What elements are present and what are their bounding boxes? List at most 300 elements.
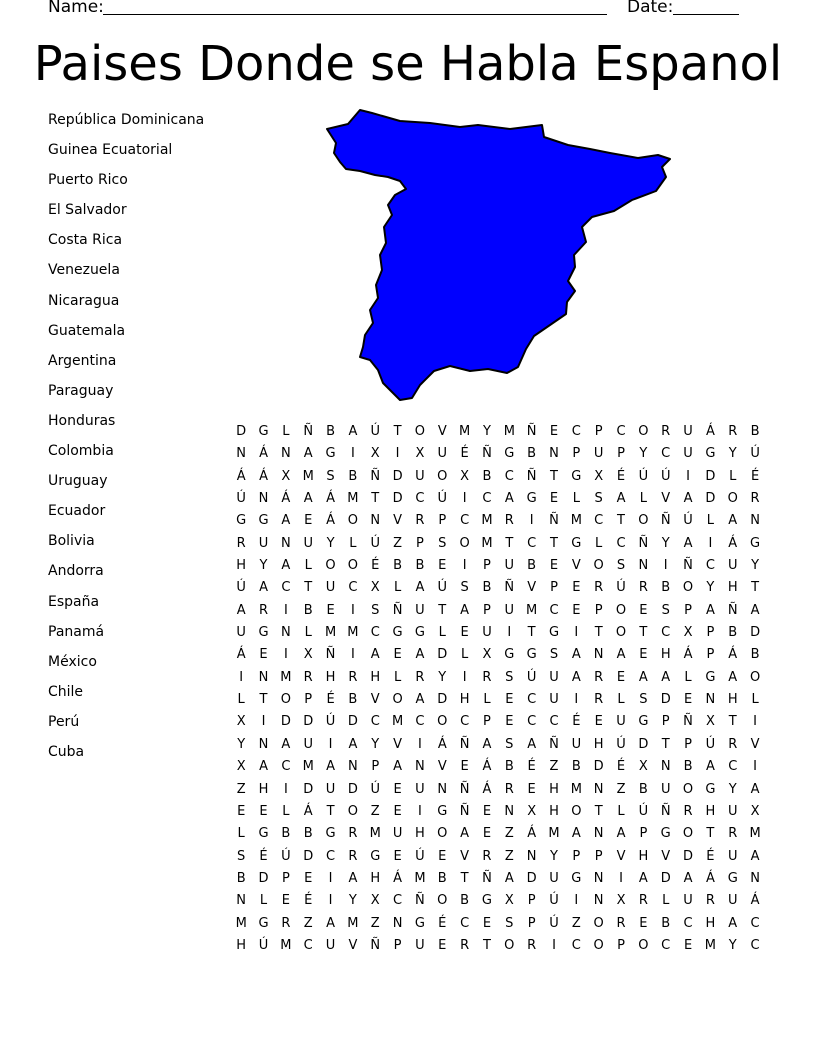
grid-letter[interactable]: B (348, 468, 358, 484)
grid-letter[interactable]: A (683, 535, 693, 551)
grid-letter[interactable]: O (638, 937, 649, 953)
grid-letter[interactable]: G (727, 870, 738, 886)
grid-letter[interactable]: L (617, 803, 625, 819)
grid-letter[interactable]: T (706, 826, 715, 842)
grid-letter[interactable]: A (638, 669, 648, 685)
grid-letter[interactable]: I (418, 803, 422, 819)
grid-letter[interactable]: O (437, 893, 448, 909)
grid-letter[interactable]: Y (661, 535, 670, 551)
grid-letter[interactable]: R (236, 535, 246, 551)
grid-letter[interactable]: A (616, 491, 626, 507)
grid-letter[interactable]: É (616, 759, 626, 775)
grid-letter[interactable]: Ú (370, 535, 380, 551)
grid-letter[interactable]: U (504, 602, 515, 618)
grid-letter[interactable]: T (661, 736, 670, 752)
grid-letter[interactable]: Z (303, 915, 313, 931)
grid-letter[interactable]: R (728, 424, 738, 439)
grid-letter[interactable]: G (258, 424, 269, 439)
grid-letter[interactable]: T (482, 937, 491, 953)
grid-letter[interactable]: C (415, 714, 425, 730)
grid-letter[interactable]: A (705, 602, 715, 618)
grid-letter[interactable]: C (393, 893, 403, 909)
grid-letter[interactable]: N (593, 647, 604, 663)
grid-letter[interactable]: V (616, 848, 626, 864)
grid-letter[interactable]: D (236, 424, 247, 439)
grid-letter[interactable]: B (527, 558, 537, 574)
grid-letter[interactable]: U (727, 893, 738, 909)
grid-letter[interactable]: M (324, 625, 337, 641)
grid-letter[interactable]: X (616, 893, 626, 909)
grid-letter[interactable]: V (661, 491, 671, 507)
grid-letter[interactable]: L (729, 468, 737, 484)
grid-letter[interactable]: U (549, 692, 559, 708)
grid-letter[interactable]: Y (259, 558, 268, 574)
grid-letter[interactable]: Y (482, 424, 491, 439)
grid-letter[interactable]: L (460, 647, 469, 663)
grid-letter[interactable]: E (683, 692, 693, 708)
grid-letter[interactable]: O (749, 669, 761, 685)
grid-letter[interactable]: Á (683, 647, 693, 663)
grid-letter[interactable]: A (482, 736, 492, 752)
grid-letter[interactable]: A (616, 647, 626, 663)
grid-letter[interactable]: Y (706, 580, 715, 596)
grid-letter[interactable]: R (661, 424, 671, 439)
grid-letter[interactable]: A (728, 513, 738, 529)
grid-letter[interactable]: B (460, 893, 470, 909)
grid-letter[interactable]: U (258, 535, 269, 551)
grid-letter[interactable]: Ú (437, 491, 448, 507)
grid-letter[interactable]: R (594, 692, 604, 708)
grid-letter[interactable]: B (281, 826, 291, 842)
grid-letter[interactable]: H (459, 692, 470, 708)
grid-letter[interactable]: U (727, 558, 738, 574)
grid-letter[interactable]: M (302, 759, 314, 775)
grid-letter[interactable]: Ú (705, 736, 716, 752)
grid-letter[interactable]: M (570, 513, 582, 529)
grid-letter[interactable]: I (283, 781, 288, 797)
grid-letter[interactable]: V (527, 580, 537, 596)
grid-letter[interactable]: Ú (549, 893, 559, 909)
grid-letter[interactable]: D (750, 625, 761, 641)
grid-letter[interactable]: E (438, 848, 447, 864)
grid-letter[interactable]: R (348, 848, 358, 864)
grid-letter[interactable]: I (350, 647, 355, 663)
grid-letter[interactable]: I (462, 558, 467, 574)
grid-letter[interactable]: C (370, 714, 380, 730)
grid-letter[interactable]: A (236, 602, 246, 618)
grid-letter[interactable]: É (706, 848, 715, 864)
grid-letter[interactable]: É (438, 915, 447, 931)
grid-letter[interactable]: C (661, 937, 671, 953)
grid-letter[interactable]: U (303, 535, 313, 551)
grid-letter[interactable]: L (237, 826, 245, 842)
grid-letter[interactable]: Z (549, 759, 559, 775)
grid-letter[interactable]: C (281, 759, 291, 775)
grid-letter[interactable]: E (393, 803, 402, 819)
grid-letter[interactable]: L (662, 893, 670, 909)
grid-letter[interactable]: C (549, 714, 559, 730)
grid-letter[interactable]: T (728, 714, 737, 730)
grid-letter[interactable]: Y (371, 736, 380, 752)
grid-letter[interactable]: E (237, 803, 246, 819)
grid-letter[interactable]: S (460, 580, 469, 596)
grid-letter[interactable]: O (593, 558, 604, 574)
grid-letter[interactable]: B (326, 424, 335, 439)
grid-letter[interactable]: Á (281, 491, 291, 507)
grid-letter[interactable]: E (393, 848, 402, 864)
grid-letter[interactable]: D (258, 870, 269, 886)
grid-letter[interactable]: G (571, 535, 582, 551)
grid-letter[interactable]: R (616, 915, 626, 931)
grid-letter[interactable]: P (684, 736, 692, 752)
grid-letter[interactable]: G (392, 625, 403, 641)
grid-letter[interactable]: P (706, 625, 715, 641)
grid-letter[interactable]: R (482, 848, 492, 864)
grid-letter[interactable]: A (281, 558, 291, 574)
grid-letter[interactable]: R (303, 669, 313, 685)
grid-letter[interactable]: U (325, 937, 336, 953)
grid-letter[interactable]: N (593, 893, 604, 909)
grid-letter[interactable]: Y (348, 893, 357, 909)
grid-letter[interactable]: C (616, 535, 626, 551)
grid-letter[interactable]: U (683, 893, 693, 909)
grid-letter[interactable]: Á (527, 826, 537, 842)
grid-letter[interactable]: E (482, 826, 492, 842)
grid-letter[interactable]: S (371, 602, 380, 618)
grid-letter[interactable]: E (639, 602, 648, 618)
grid-letter[interactable]: C (571, 424, 581, 439)
grid-letter[interactable]: Ú (616, 736, 626, 752)
grid-letter[interactable]: U (616, 714, 626, 730)
grid-letter[interactable]: N (415, 759, 425, 775)
grid-letter[interactable]: M (347, 915, 359, 931)
grid-letter[interactable]: E (683, 937, 693, 953)
grid-letter[interactable]: Y (728, 937, 737, 953)
grid-letter[interactable]: M (347, 625, 359, 641)
grid-letter[interactable]: A (415, 647, 425, 663)
grid-letter[interactable]: É (460, 446, 469, 462)
grid-letter[interactable]: Ñ (415, 893, 425, 909)
grid-letter[interactable]: P (684, 602, 692, 618)
grid-letter[interactable]: N (705, 692, 716, 708)
grid-letter[interactable]: Á (393, 870, 403, 886)
grid-letter[interactable]: B (683, 759, 693, 775)
grid-letter[interactable]: C (683, 915, 693, 931)
grid-letter[interactable]: A (326, 915, 335, 931)
grid-letter[interactable]: O (727, 491, 738, 507)
grid-letter[interactable]: N (258, 736, 269, 752)
grid-letter[interactable]: Á (705, 424, 715, 439)
grid-letter[interactable]: O (347, 513, 358, 529)
grid-letter[interactable]: H (727, 692, 738, 708)
grid-letter[interactable]: O (325, 558, 336, 574)
grid-letter[interactable]: I (418, 736, 422, 752)
grid-letter[interactable]: U (437, 446, 448, 462)
grid-letter[interactable]: A (393, 759, 403, 775)
grid-letter[interactable]: R (460, 937, 470, 953)
grid-letter[interactable]: N (660, 759, 671, 775)
grid-letter[interactable]: C (728, 759, 738, 775)
grid-letter[interactable]: Á (236, 468, 246, 484)
grid-letter[interactable]: L (237, 692, 245, 708)
grid-letter[interactable]: S (505, 736, 514, 752)
grid-letter[interactable]: T (304, 580, 313, 596)
grid-letter[interactable]: O (347, 803, 358, 819)
grid-letter[interactable]: I (663, 558, 668, 574)
grid-letter[interactable]: G (258, 915, 269, 931)
grid-letter[interactable]: R (594, 669, 604, 685)
grid-letter[interactable]: M (414, 870, 426, 886)
grid-letter[interactable]: A (728, 915, 738, 931)
grid-letter[interactable]: E (482, 803, 492, 819)
grid-letter[interactable]: D (683, 848, 694, 864)
grid-letter[interactable]: D (526, 870, 537, 886)
grid-letter[interactable]: Ñ (727, 602, 738, 618)
grid-letter[interactable]: C (370, 625, 380, 641)
grid-letter[interactable]: P (393, 937, 402, 953)
grid-letter[interactable]: H (236, 558, 247, 574)
grid-letter[interactable]: R (638, 580, 648, 596)
grid-letter[interactable]: R (482, 669, 492, 685)
grid-letter[interactable]: B (661, 915, 671, 931)
grid-letter[interactable]: G (705, 446, 716, 462)
grid-letter[interactable]: B (482, 468, 492, 484)
grid-letter[interactable]: Ñ (482, 870, 492, 886)
grid-letter[interactable]: X (705, 714, 715, 730)
grid-letter[interactable]: P (438, 513, 447, 529)
grid-letter[interactable]: P (572, 446, 581, 462)
grid-letter[interactable]: T (639, 625, 648, 641)
grid-letter[interactable]: R (527, 937, 537, 953)
grid-letter[interactable]: R (750, 491, 760, 507)
grid-letter[interactable]: X (281, 468, 291, 484)
grid-letter[interactable]: I (328, 736, 333, 752)
grid-letter[interactable]: U (727, 803, 738, 819)
grid-letter[interactable]: Z (571, 915, 581, 931)
grid-letter[interactable]: Ú (437, 580, 448, 596)
grid-letter[interactable]: V (437, 424, 447, 439)
grid-letter[interactable]: M (548, 826, 560, 842)
grid-letter[interactable]: U (482, 625, 492, 641)
grid-letter[interactable]: U (549, 669, 559, 685)
grid-letter[interactable]: D (437, 692, 448, 708)
grid-letter[interactable]: E (549, 424, 559, 439)
grid-letter[interactable]: G (258, 625, 269, 641)
grid-letter[interactable]: I (507, 625, 512, 641)
grid-letter[interactable]: I (283, 602, 288, 618)
grid-letter[interactable]: Ñ (303, 424, 314, 439)
grid-letter[interactable]: A (571, 669, 581, 685)
grid-letter[interactable]: T (527, 625, 536, 641)
grid-letter[interactable]: E (572, 580, 581, 596)
grid-letter[interactable]: B (437, 870, 447, 886)
grid-letter[interactable]: N (504, 803, 515, 819)
grid-letter[interactable]: V (370, 692, 380, 708)
grid-letter[interactable]: Y (438, 669, 447, 685)
grid-letter[interactable]: C (661, 625, 671, 641)
grid-letter[interactable]: O (682, 826, 694, 842)
grid-letter[interactable]: P (371, 759, 380, 775)
grid-letter[interactable]: C (616, 424, 626, 439)
grid-letter[interactable]: R (348, 669, 358, 685)
grid-letter[interactable]: N (370, 513, 381, 529)
grid-letter[interactable]: Ñ (504, 580, 515, 596)
grid-letter[interactable]: H (549, 781, 559, 797)
grid-letter[interactable]: S (616, 558, 626, 574)
grid-letter[interactable]: P (639, 826, 648, 842)
grid-letter[interactable]: Á (482, 781, 492, 797)
grid-letter[interactable]: E (304, 513, 313, 529)
grid-letter[interactable]: L (304, 625, 312, 641)
grid-letter[interactable]: C (750, 915, 760, 931)
grid-letter[interactable]: A (504, 870, 514, 886)
grid-letter[interactable]: A (571, 826, 581, 842)
grid-letter[interactable]: V (393, 513, 403, 529)
grid-letter[interactable]: H (549, 803, 559, 819)
grid-letter[interactable]: E (393, 781, 402, 797)
grid-letter[interactable]: E (639, 647, 648, 663)
grid-letter[interactable]: M (704, 937, 716, 953)
grid-letter[interactable]: T (550, 468, 558, 484)
grid-letter[interactable]: Ñ (459, 781, 470, 797)
grid-letter[interactable]: U (415, 602, 425, 618)
grid-letter[interactable]: U (325, 781, 336, 797)
grid-letter[interactable]: C (303, 937, 313, 953)
grid-letter[interactable]: X (482, 647, 492, 663)
grid-letter[interactable]: N (593, 870, 604, 886)
grid-letter[interactable]: C (504, 468, 514, 484)
grid-letter[interactable]: M (503, 424, 515, 439)
grid-letter[interactable]: Ú (638, 468, 649, 484)
grid-letter[interactable]: I (395, 446, 400, 462)
grid-letter[interactable]: U (415, 781, 425, 797)
grid-letter[interactable]: C (527, 692, 537, 708)
grid-letter[interactable]: I (574, 692, 579, 708)
grid-letter[interactable]: R (638, 893, 648, 909)
grid-letter[interactable]: C (527, 714, 537, 730)
grid-letter[interactable]: L (684, 669, 692, 685)
grid-letter[interactable]: Ñ (683, 714, 693, 730)
grid-letter[interactable]: B (236, 870, 246, 886)
grid-letter[interactable]: Á (728, 535, 738, 551)
grid-letter[interactable]: B (728, 625, 738, 641)
grid-letter[interactable]: A (750, 848, 760, 864)
grid-letter[interactable]: Ñ (660, 803, 671, 819)
grid-letter[interactable]: T (259, 692, 268, 708)
grid-letter[interactable]: Á (705, 870, 715, 886)
grid-letter[interactable]: Ñ (325, 647, 336, 663)
grid-letter[interactable]: I (686, 468, 690, 484)
grid-letter[interactable]: É (527, 759, 536, 775)
grid-letter[interactable]: U (325, 580, 336, 596)
grid-letter[interactable]: O (593, 937, 604, 953)
grid-letter[interactable]: X (460, 468, 470, 484)
grid-letter[interactable]: T (617, 513, 625, 529)
grid-letter[interactable]: Ñ (392, 602, 403, 618)
grid-letter[interactable]: Y (550, 848, 558, 864)
grid-letter[interactable]: M (391, 714, 404, 730)
grid-letter[interactable]: A (259, 580, 268, 596)
grid-letter[interactable]: D (347, 714, 358, 730)
grid-letter[interactable]: É (750, 468, 760, 484)
grid-letter[interactable]: E (505, 714, 514, 730)
grid-letter[interactable]: N (750, 513, 760, 529)
grid-letter[interactable]: E (527, 781, 536, 797)
grid-letter[interactable]: Á (326, 513, 335, 529)
grid-letter[interactable]: E (460, 759, 469, 775)
grid-letter[interactable]: T (505, 535, 514, 551)
grid-letter[interactable]: P (572, 848, 581, 864)
grid-letter[interactable]: B (527, 446, 537, 462)
grid-letter[interactable]: Á (303, 803, 313, 819)
grid-letter[interactable]: C (326, 848, 336, 864)
grid-letter[interactable]: Ú (549, 915, 559, 931)
grid-letter[interactable]: Y (728, 781, 737, 797)
grid-letter[interactable]: Z (370, 915, 380, 931)
grid-letter[interactable]: C (571, 937, 581, 953)
grid-letter[interactable]: M (347, 491, 359, 507)
grid-letter[interactable]: Ñ (370, 937, 381, 953)
grid-letter[interactable]: O (682, 580, 694, 596)
grid-letter[interactable]: Ú (236, 491, 246, 507)
grid-letter[interactable]: S (549, 647, 559, 663)
grid-letter[interactable]: H (325, 669, 336, 685)
grid-letter[interactable]: G (437, 803, 448, 819)
grid-letter[interactable]: H (258, 781, 269, 797)
grid-letter[interactable]: C (281, 580, 291, 596)
grid-letter[interactable]: N (280, 625, 291, 641)
grid-letter[interactable]: P (527, 893, 536, 909)
grid-letter[interactable]: B (482, 580, 492, 596)
grid-letter[interactable]: A (348, 424, 358, 439)
grid-letter[interactable]: U (593, 446, 604, 462)
grid-letter[interactable]: D (660, 870, 671, 886)
grid-letter[interactable]: C (594, 513, 604, 529)
grid-letter[interactable]: Ú (683, 513, 693, 529)
grid-letter[interactable]: V (460, 848, 470, 864)
grid-letter[interactable]: Á (482, 759, 492, 775)
grid-letter[interactable]: I (574, 893, 579, 909)
grid-letter[interactable]: I (462, 491, 467, 507)
grid-letter[interactable]: T (594, 803, 603, 819)
grid-letter[interactable]: P (416, 535, 424, 551)
grid-letter[interactable]: R (728, 736, 738, 752)
grid-letter[interactable]: P (706, 647, 715, 663)
grid-letter[interactable]: M (481, 513, 493, 529)
grid-letter[interactable]: A (281, 736, 291, 752)
grid-letter[interactable]: A (661, 669, 671, 685)
grid-letter[interactable]: O (459, 535, 470, 551)
grid-letter[interactable]: G (414, 625, 425, 641)
grid-letter[interactable]: É (326, 692, 335, 708)
grid-letter[interactable]: A (326, 759, 335, 775)
grid-letter[interactable]: H (415, 826, 425, 842)
grid-letter[interactable]: E (549, 491, 559, 507)
grid-letter[interactable]: S (326, 468, 335, 484)
grid-letter[interactable]: M (280, 669, 292, 685)
grid-letter[interactable]: E (572, 602, 581, 618)
grid-letter[interactable]: É (616, 468, 626, 484)
grid-letter[interactable]: A (571, 647, 581, 663)
grid-letter[interactable]: T (393, 424, 402, 439)
grid-letter[interactable]: A (683, 491, 693, 507)
grid-letter[interactable]: E (482, 915, 492, 931)
grid-letter[interactable]: G (660, 826, 671, 842)
grid-letter[interactable]: D (392, 491, 403, 507)
grid-letter[interactable]: D (303, 848, 314, 864)
grid-letter[interactable]: D (705, 491, 716, 507)
grid-letter[interactable]: V (750, 736, 760, 752)
